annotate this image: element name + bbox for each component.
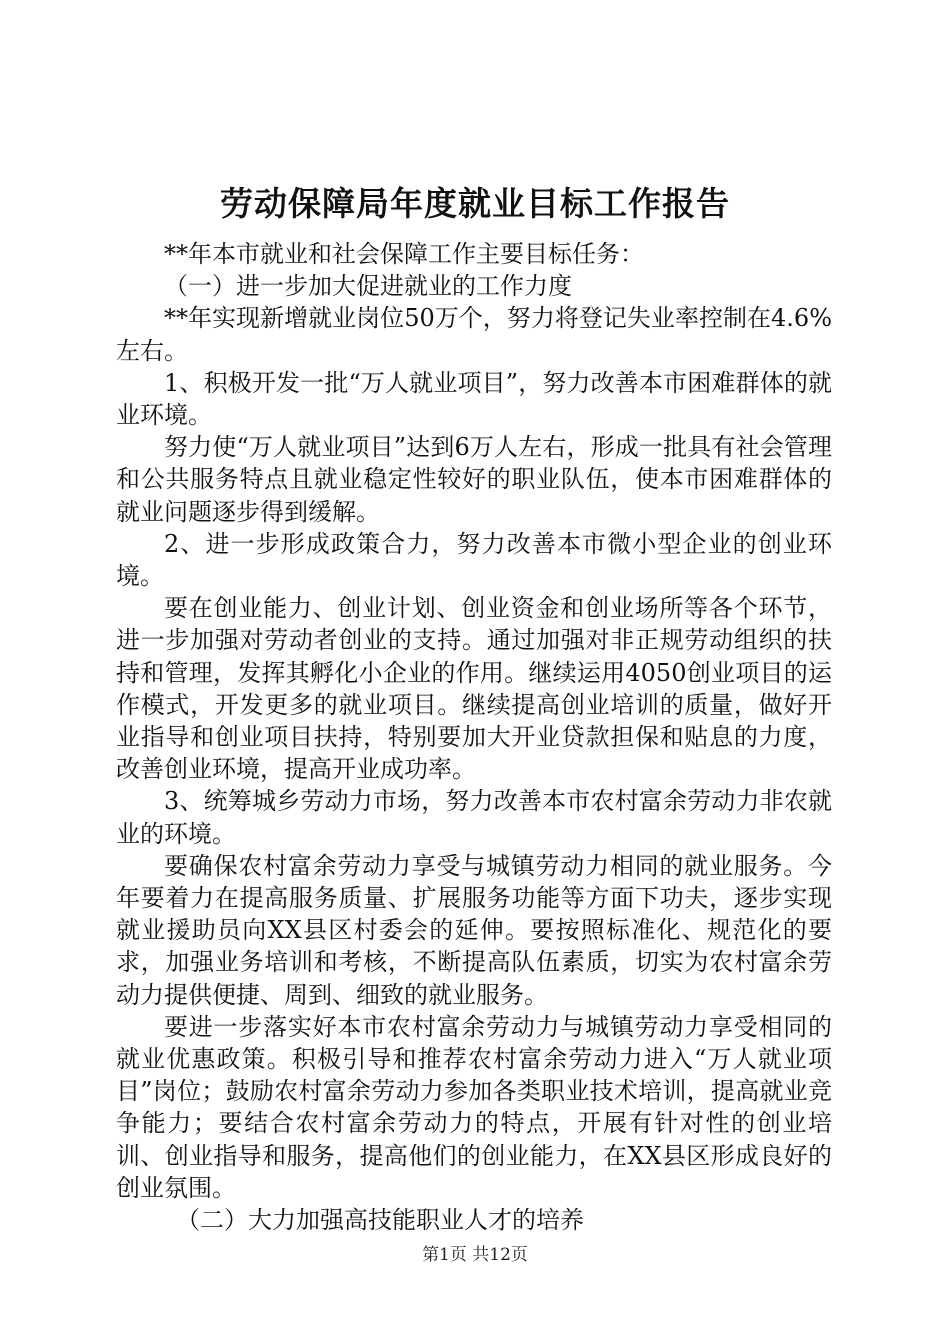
section-heading: （一）进一步加大促进就业的工作力度 xyxy=(164,272,572,301)
paragraph: 要进一步落实好本市农村富余劳动力与城镇劳动力享受相同的就业优惠政策。积极引导和推荐农村富余劳动力进入“万人就业项目”岗位；鼓励农村富余劳动力参加各类职业技术培训，提高就业竞争能力；要结合农村富余劳动力的特点，开展有针对性的创业培训、创业指导和服务，提高他们的创业能力，在XX县区形成良好的创业氛围。 xyxy=(116,1012,832,1202)
paragraph: 要在创业能力、创业计划、创业资金和创业场所等各个环节，进一步加强对劳动者创业的支持。通过加强对非正规劳动组织的扶持和管理，发挥其孵化小企业的作用。继续运用4050创业项目的运作模式，开发更多的就业项目。继续提高创业培训的质量，做好开业指导和创业项目扶持，特别要加大开业贷款担保和贴息的力度，改善创业环境，提高开业成功率。 xyxy=(116,594,832,784)
document-title: 劳动保障局年度就业目标工作报告 xyxy=(220,184,730,223)
document-body xyxy=(116,238,832,1236)
section-heading: （二）大力加强高技能职业人才的培养 xyxy=(176,1206,584,1235)
subsection-heading: 2、进一步形成政策合力，努力改善本市微小型企业的创业环境。 xyxy=(116,529,832,591)
paragraph: 努力使“万人就业项目”达到6万人左右，形成一批具有社会管理和公共服务特点且就业稳定性较好的职业队伍，使本市困难群体的就业问题逐步得到缓解。 xyxy=(116,433,832,526)
subsection-heading: 1、积极开发一批“万人就业项目”，努力改善本市困难群体的就业环境。 xyxy=(116,368,832,430)
page-footer: 第1页 共12页 xyxy=(422,1245,528,1265)
subsection-heading: 3、统筹城乡劳动力市场，努力改善本市农村富余劳动力非农就业的环境。 xyxy=(116,787,832,848)
paragraph: 要确保农村富余劳动力享受与城镇劳动力相同的就业服务。今年要着力在提高服务质量、扩展服务功能等方面下功夫，逐步实现就业援助员向XX县区村委会的延伸。要按照标准化、规范化的要求，加强业务培训和考核，不断提高队伍素质，切实为农村富余劳动力提供便捷、周到、细致的就业服务。 xyxy=(116,851,832,1009)
paragraph: **年实现新增就业岗位50万个，努力将登记失业率控制在4.6%左右。 xyxy=(116,304,832,365)
paragraph: **年本市就业和社会保障工作主要目标任务： xyxy=(164,240,644,268)
